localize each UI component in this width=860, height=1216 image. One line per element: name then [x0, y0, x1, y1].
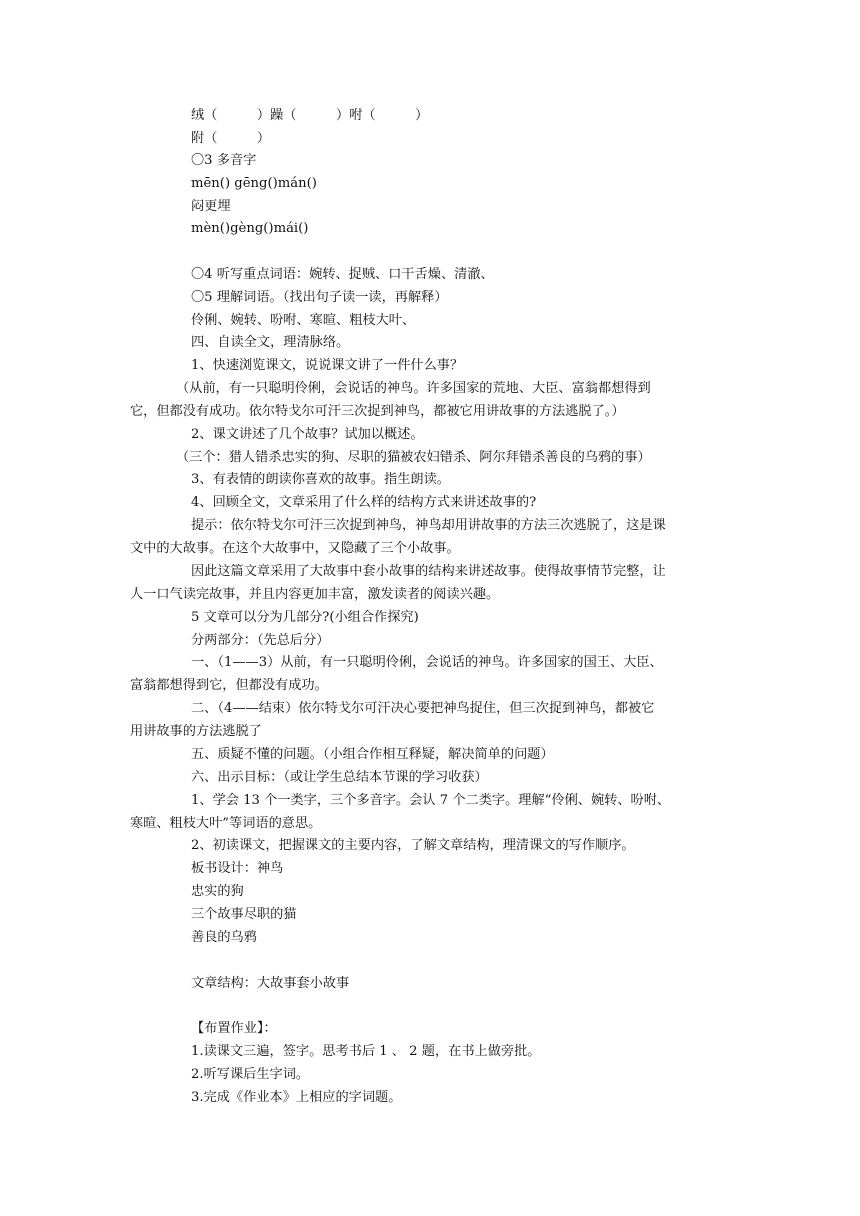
answer-1-line-1: （从前，有一只聪明伶俐，会说话的神鸟。许多国家的荒地、大臣、富翁都想得到 — [176, 381, 651, 396]
word-list: 伶俐、婉转、吩咐、寒暄、粗枝大叶、 — [191, 313, 416, 328]
char-fill-line-2: 附（ ） — [191, 131, 271, 146]
board-item-dog: 忠实的狗 — [191, 884, 244, 899]
homework-item-3: 3.完成《作业本》上相应的字词题。 — [191, 1090, 402, 1105]
part-2-line-2: 用讲故事的方法逃脱了 — [130, 724, 262, 739]
question-5: 5 文章可以分为几部分?(小组合作探究) — [191, 610, 419, 625]
section-understand-words: 〇5 理解词语。（找出句子读一读，再解释） — [191, 290, 448, 305]
homework-heading: 【布置作业】： — [191, 1021, 277, 1036]
board-item-cat: 三个故事尽职的猫 — [191, 907, 297, 922]
answer-1-line-2: 它，但都没有成功。依尔特戈尔可汗三次捉到神鸟，都被它用讲故事的方法逃脱了。） — [130, 404, 625, 419]
section-four-heading: 四、自读全文，理清脉络。 — [191, 335, 350, 350]
question-3: 3、有表情的朗读你喜欢的故事。指生朗读。 — [191, 472, 450, 487]
section-five-heading: 五、质疑不懂的问题。（小组合作相互释疑，解决简单的问题） — [191, 747, 554, 762]
question-1: 1、快速浏览课文，说说课文讲了一件什么事？ — [191, 358, 464, 373]
section-dictation: 〇4 听写重点词语：婉转、捉贼、口干舌燥、清澈、 — [191, 267, 494, 282]
pinyin-line-1: mēn() gēng()mán() — [191, 176, 317, 191]
hint-line-2: 文中的大故事。在这个大故事中，又隐藏了三个小故事。 — [130, 541, 460, 556]
two-parts: 分两部分：（先总后分） — [191, 633, 330, 648]
goal-1-line-1: 1、学会 13 个一类字，三个多音字。会认 7 个二类字。理解“伶俐、婉转、吩咐、 — [191, 793, 671, 808]
structure-summary: 文章结构：大故事套小故事 — [191, 976, 350, 991]
question-2: 2、课文讲述了几个故事？试加以概述。 — [191, 427, 424, 442]
pinyin-line-2: mèn()gèng()mái() — [191, 221, 309, 236]
goal-1-line-2: 寒暄、粗枝大叶”等词语的意思。 — [130, 816, 322, 831]
board-design-heading: 板书设计：神鸟 — [191, 861, 284, 876]
goal-2: 2、初读课文，把握课文的主要内容，了解文章结构，理清课文的写作顺序。 — [191, 838, 635, 853]
section-six-heading: 六、出示目标：（或让学生总结本节课的学习收获） — [191, 770, 488, 785]
polyphonic-chars: 闷更埋 — [191, 199, 231, 214]
hint-line-1: 提示：依尔特戈尔可汗三次捉到神鸟，神鸟却用讲故事的方法三次逃脱了，这是课 — [191, 518, 666, 533]
part-2-line-1: 二、（4——结束）依尔特戈尔可汗决心要把神鸟捉住，但三次捉到神鸟，都被它 — [191, 701, 655, 716]
board-item-crow: 善良的乌鸦 — [191, 930, 257, 945]
part-1-line-2: 富翁都想得到它，但都没有成功。 — [130, 678, 328, 693]
question-4: 4、回顾全文，文章采用了什么样的结构方式来讲述故事的? — [191, 495, 537, 510]
answer-2: （三个：猎人错杀忠实的狗、尽职的猫被农妇错杀、阿尔拜错杀善良的乌鸦的事） — [176, 450, 651, 465]
conclusion-line-1: 因此这篇文章采用了大故事中套小故事的结构来讲述故事。使得故事情节完整，让 — [191, 564, 666, 579]
section-polyphonic-heading: 〇3 多音字 — [191, 153, 257, 168]
char-fill-line-1: 绒（ ）躁（ ）咐（ ） — [191, 108, 429, 123]
homework-item-1: 1.读课文三遍，签字。思考书后 1 、 2 题，在书上做旁批。 — [191, 1044, 541, 1059]
part-1-line-1: 一、（1——3）从前，有一只聪明伶俐，会说话的神鸟。许多国家的国王、大臣、 — [191, 655, 663, 670]
conclusion-line-2: 人一口气读完故事，并且内容更加丰富，激发读者的阅读兴趣。 — [130, 587, 500, 602]
homework-item-2: 2.听写课后生字词。 — [191, 1067, 310, 1082]
